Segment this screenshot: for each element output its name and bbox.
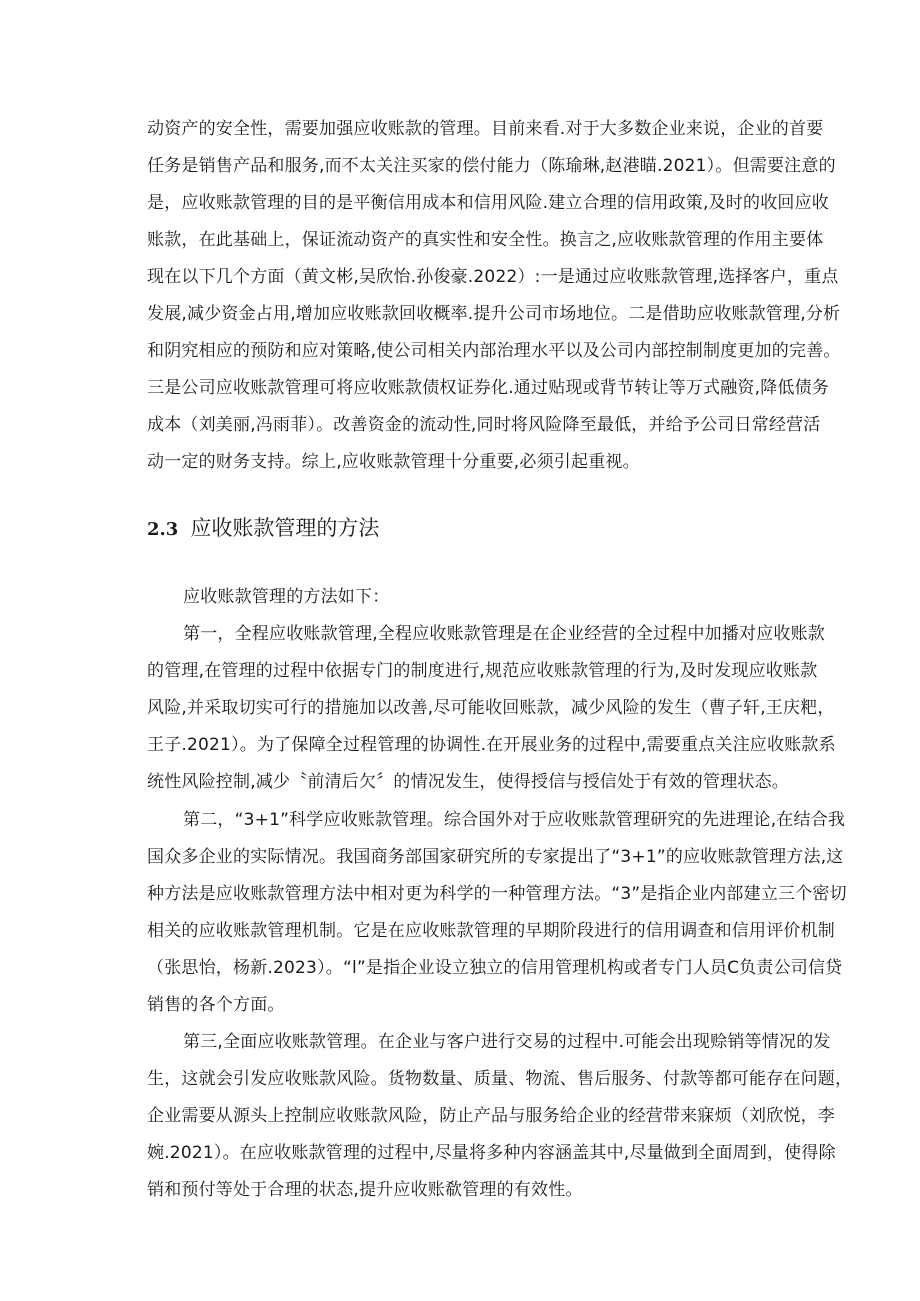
text-line: 企业需要从源头上控制应收账款风险，防止产品与服务给企业的经营带来寐烦（刘欣悦，李 (147, 1106, 835, 1126)
text-line: 应收账款管理的方法如下： (183, 587, 390, 607)
text-line: 生，这就会引发应收账款风险。货物数量、质量、物流、售后服务、付款等都可能存在问题， (147, 1069, 853, 1089)
text-line: 和阴究相应的预防和应对策略,使公司相关内部治理水平以及公司内部控制制度更加的完善。 (147, 341, 841, 361)
section-heading (147, 514, 379, 544)
text-line: 动资产的安全性，需要加强应收账款的管理。目前来看.对于大多数企业来说，企业的首要 (147, 119, 824, 139)
text-line: 发展,减少资金占用,增加应收账款回收概率.提升公司市场地位。二是借助应收账款管理,分析 (147, 304, 841, 324)
text-line: 三是公司应收账款管理可将应收账款债权证券化.通过贴现或背节转让等万式融资,降低债务 (147, 378, 830, 398)
text-line: 王子.2021）。为了保障全过程管理的协调性.在开展业务的过程中,需要重点关注应收账款系 (147, 735, 836, 755)
text-line: 第二，“3+1”科学应收账款管理。综合国外对于应收账款管理研究的先进理论,在结合我 (183, 810, 846, 830)
text-line: 第一，全程应收账款管理,全程应收账款管理是在企业经营的全过程中加播对应收账款 (183, 624, 826, 644)
text-line: 销和预付等处于合理的状态,提升应收账欷管理的有效性。 (147, 1180, 583, 1200)
text-line: 婉.2021）。在应收账款管理的过程中,尽量将多种内容涵盖其中,尽量做到全面周到，使得除 (147, 1143, 836, 1163)
text-line: 成本（刘美丽,冯雨菲）。改善资金的流动性,同时将风险降至最低，并给予公司日常经营活 (147, 415, 821, 435)
section-number: 2.3 (147, 519, 179, 540)
text-line: 风险,并采取切实可行的措施加以改善,尽可能收回账款，减少风险的发生（曹子轩,王庆粑， (147, 698, 835, 718)
text-line: 动一定的财务支持。综上,应收账款管理十分重要,必须引起重视。 (147, 452, 640, 472)
text-line: 种方法是应收账款管理方法中相对更为科学的一种管理方法。“3”是指企业内部建立三个密切 (147, 884, 847, 904)
text-line: 统性风险控制,减少〝前清后欠〞的情况发生，使得授信与授信处于有效的管理状态。 (147, 772, 790, 792)
text-line: 的管理,在管理的过程中依据专门的制度进行,规范应收账款管理的行为,及时发现应收账款 (147, 661, 818, 681)
text-line: 任务是销售产品和服务,而不太关注买家的偿付能力（陈瑜琳,赵港瞄.2021）。但需要注意的 (147, 156, 836, 176)
text-line: （张思怡，杨新.2023）。“l”是指企业设立独立的信用管理机构或者专门人员C负责公司信贷 (147, 958, 843, 978)
text-line: 现在以下几个方面（黄文彬,吴欣怡.孙俊豪.2022）:一是通过应收账款管理,选择客户，重点 (147, 267, 839, 287)
text-line: 销售的各个方面。 (147, 995, 285, 1015)
text-line: 第三,全面应收账款管理。在企业与客户进行交易的过程中.可能会出现赊销等情况的发 (183, 1032, 831, 1052)
text-line: 账款，在此基础上，保证流动资产的真实性和安全性。换言之,应收账款管理的作用主要体 (147, 230, 824, 250)
text-line: 相关的应收账款管理机制。它是在应收账款管理的早期阶段进行的信用调查和信用评价机制 (147, 921, 835, 941)
text-line: 是，应收账款管理的目的是平衡信用成本和信用风险.建立合理的信用政策,及时的收回应收 (147, 193, 830, 213)
section-title: 应收账款管理的方法 (190, 516, 380, 540)
text-line: 国众多企业的实际情况。我国商务部国家研究所的专家提出了“3+1”的应收账款管理方法,这 (147, 847, 844, 867)
